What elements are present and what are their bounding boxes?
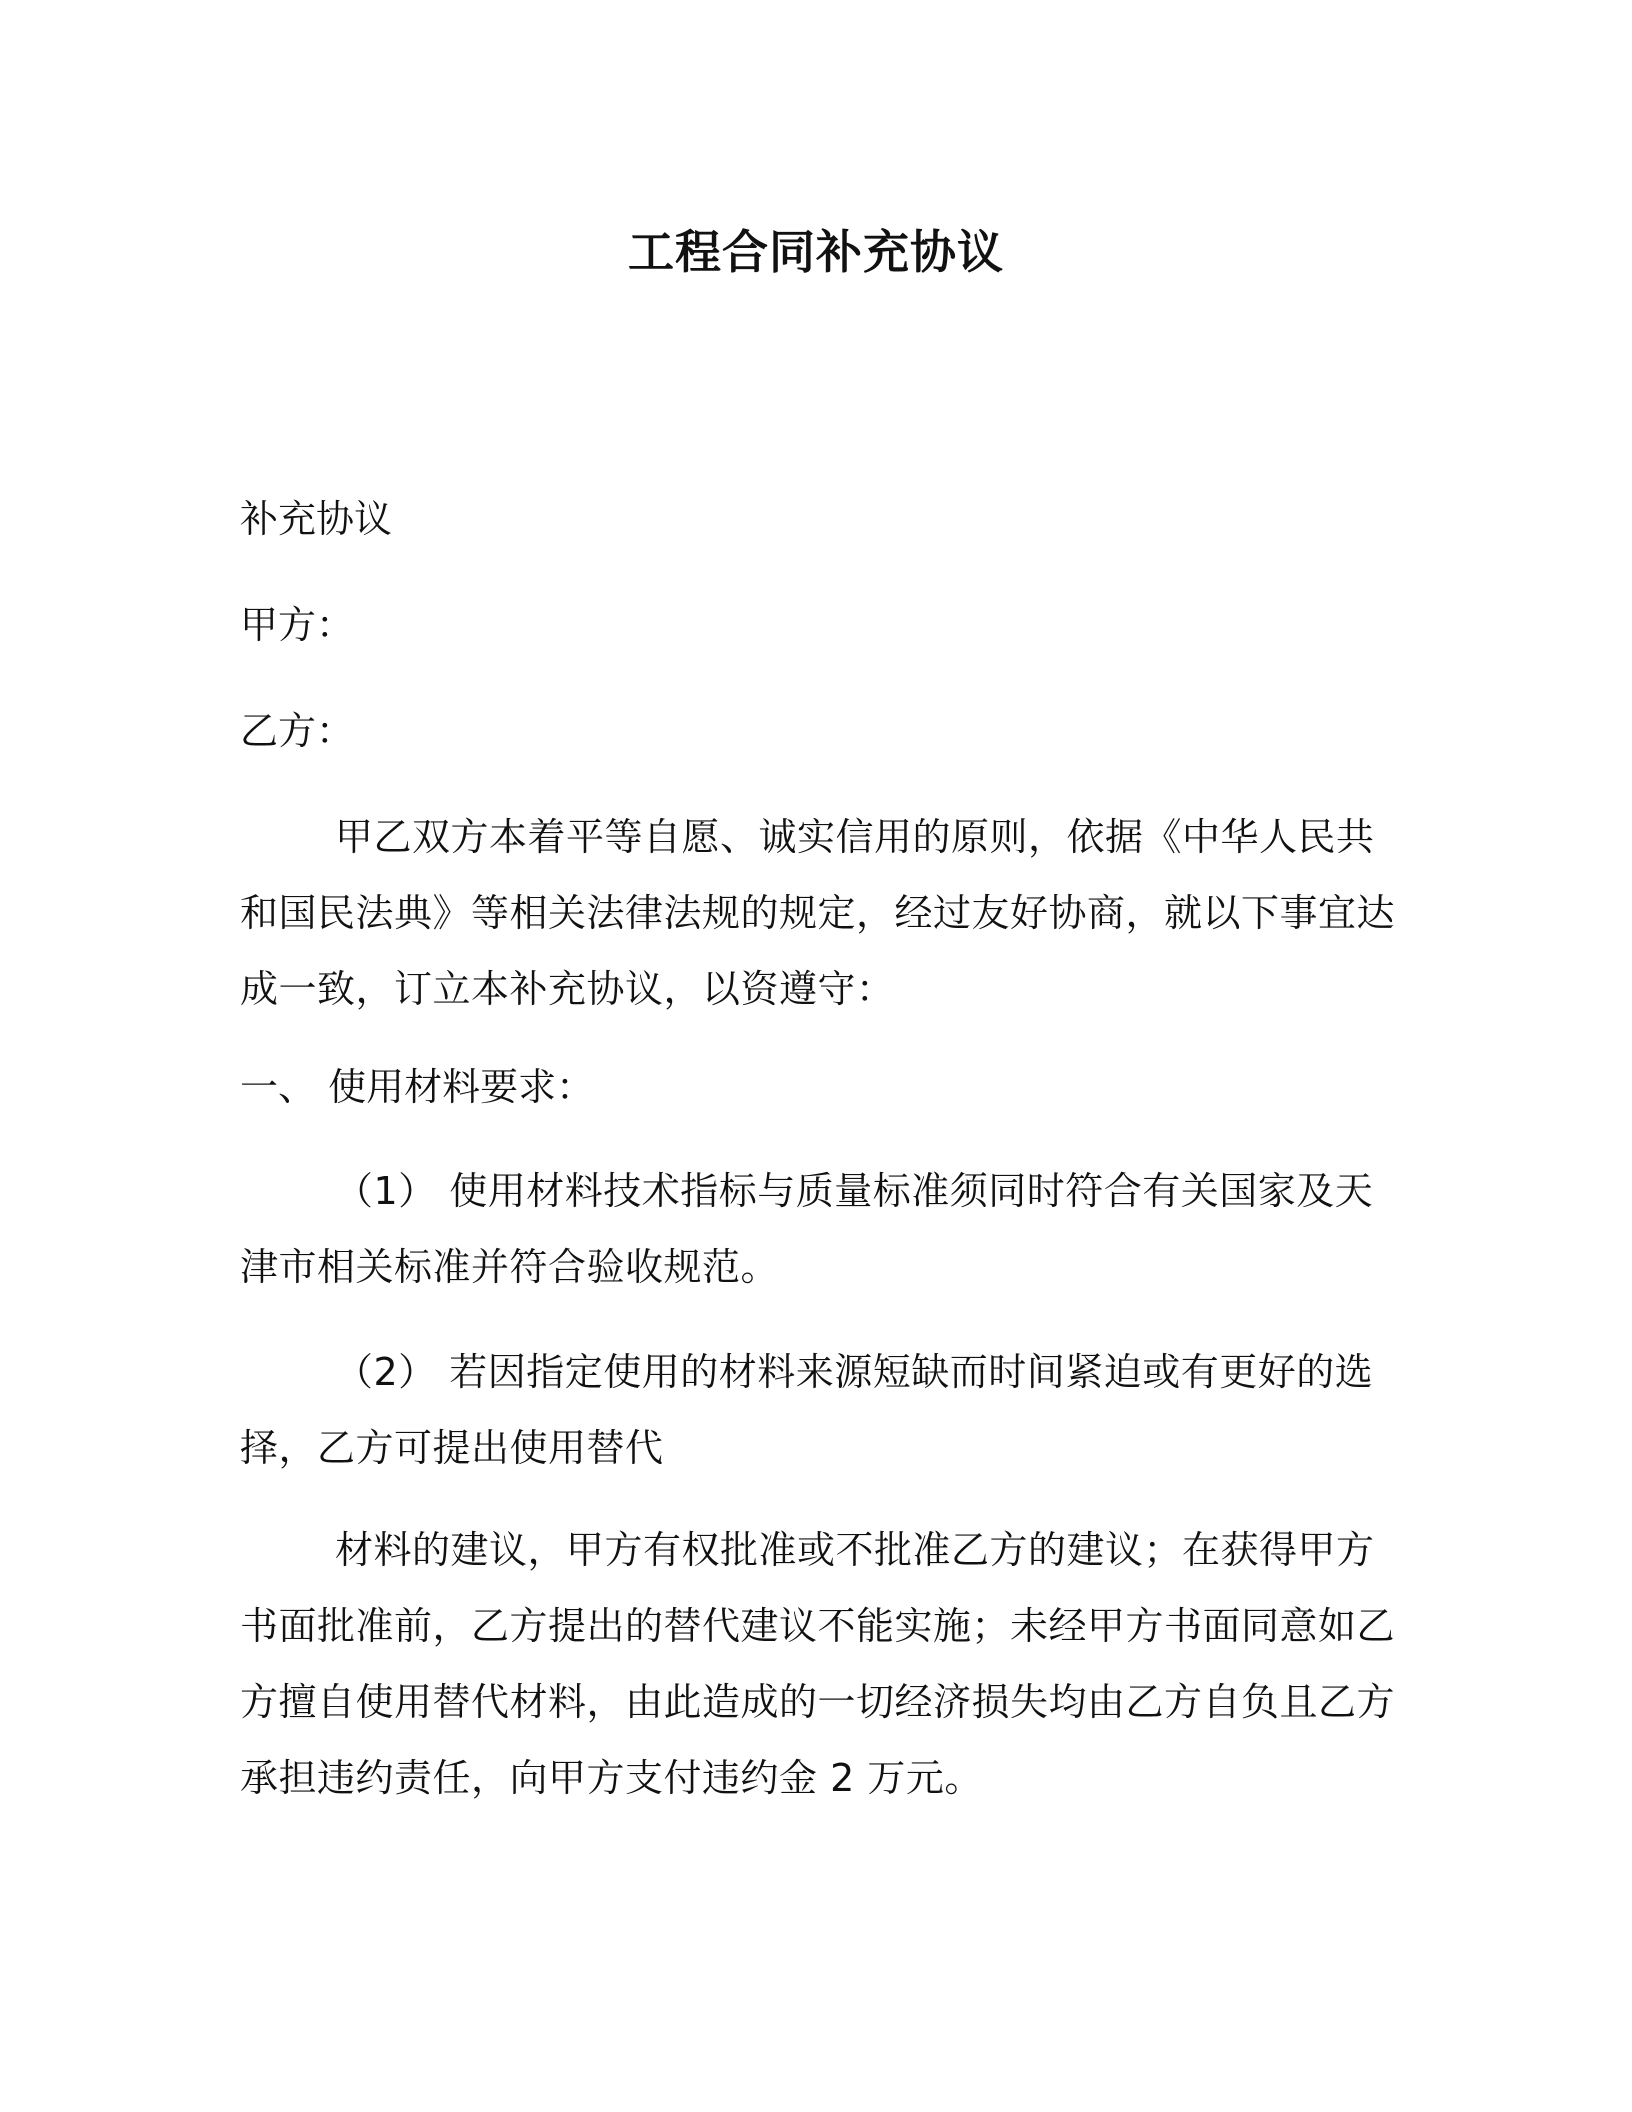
- item-2-paragraph: （2） 若因指定使用的材料来源短缺而时间紧迫或有更好的选择，乙方可提出使用替代: [240, 1350, 1374, 1470]
- item-2-continuation-paragraph: 材料的建议，甲方有权批准或不批准乙方的建议；在获得甲方书面批准前，乙方提出的替代建议不能实施；未经甲方书面同意如乙方擅自使用替代材料，由此造成的一切经济损失均由乙方自负且乙方承担违约责任，向甲方支付违约金 2 万元。: [240, 1528, 1396, 1800]
- party-a-label: 甲方：: [240, 603, 355, 647]
- agreement-heading: 补充协议: [240, 497, 393, 541]
- document-title: 工程合同补充协议: [628, 225, 1004, 279]
- item-1-paragraph: （1） 使用材料技术指标与质量标准须同时符合有关国家及天津市相关标准并符合验收规范。: [240, 1169, 1374, 1289]
- intro-paragraph: 甲乙双方本着平等自愿、诚实信用的原则，依据《中华人民共和国民法典》等相关法律法规的规定，经过友好协商，就以下事宜达成一致，订立本补充协议，以资遵守：: [240, 815, 1396, 1011]
- party-b-label: 乙方：: [240, 709, 355, 753]
- section-1-title: 一、 使用材料要求：: [240, 1065, 595, 1109]
